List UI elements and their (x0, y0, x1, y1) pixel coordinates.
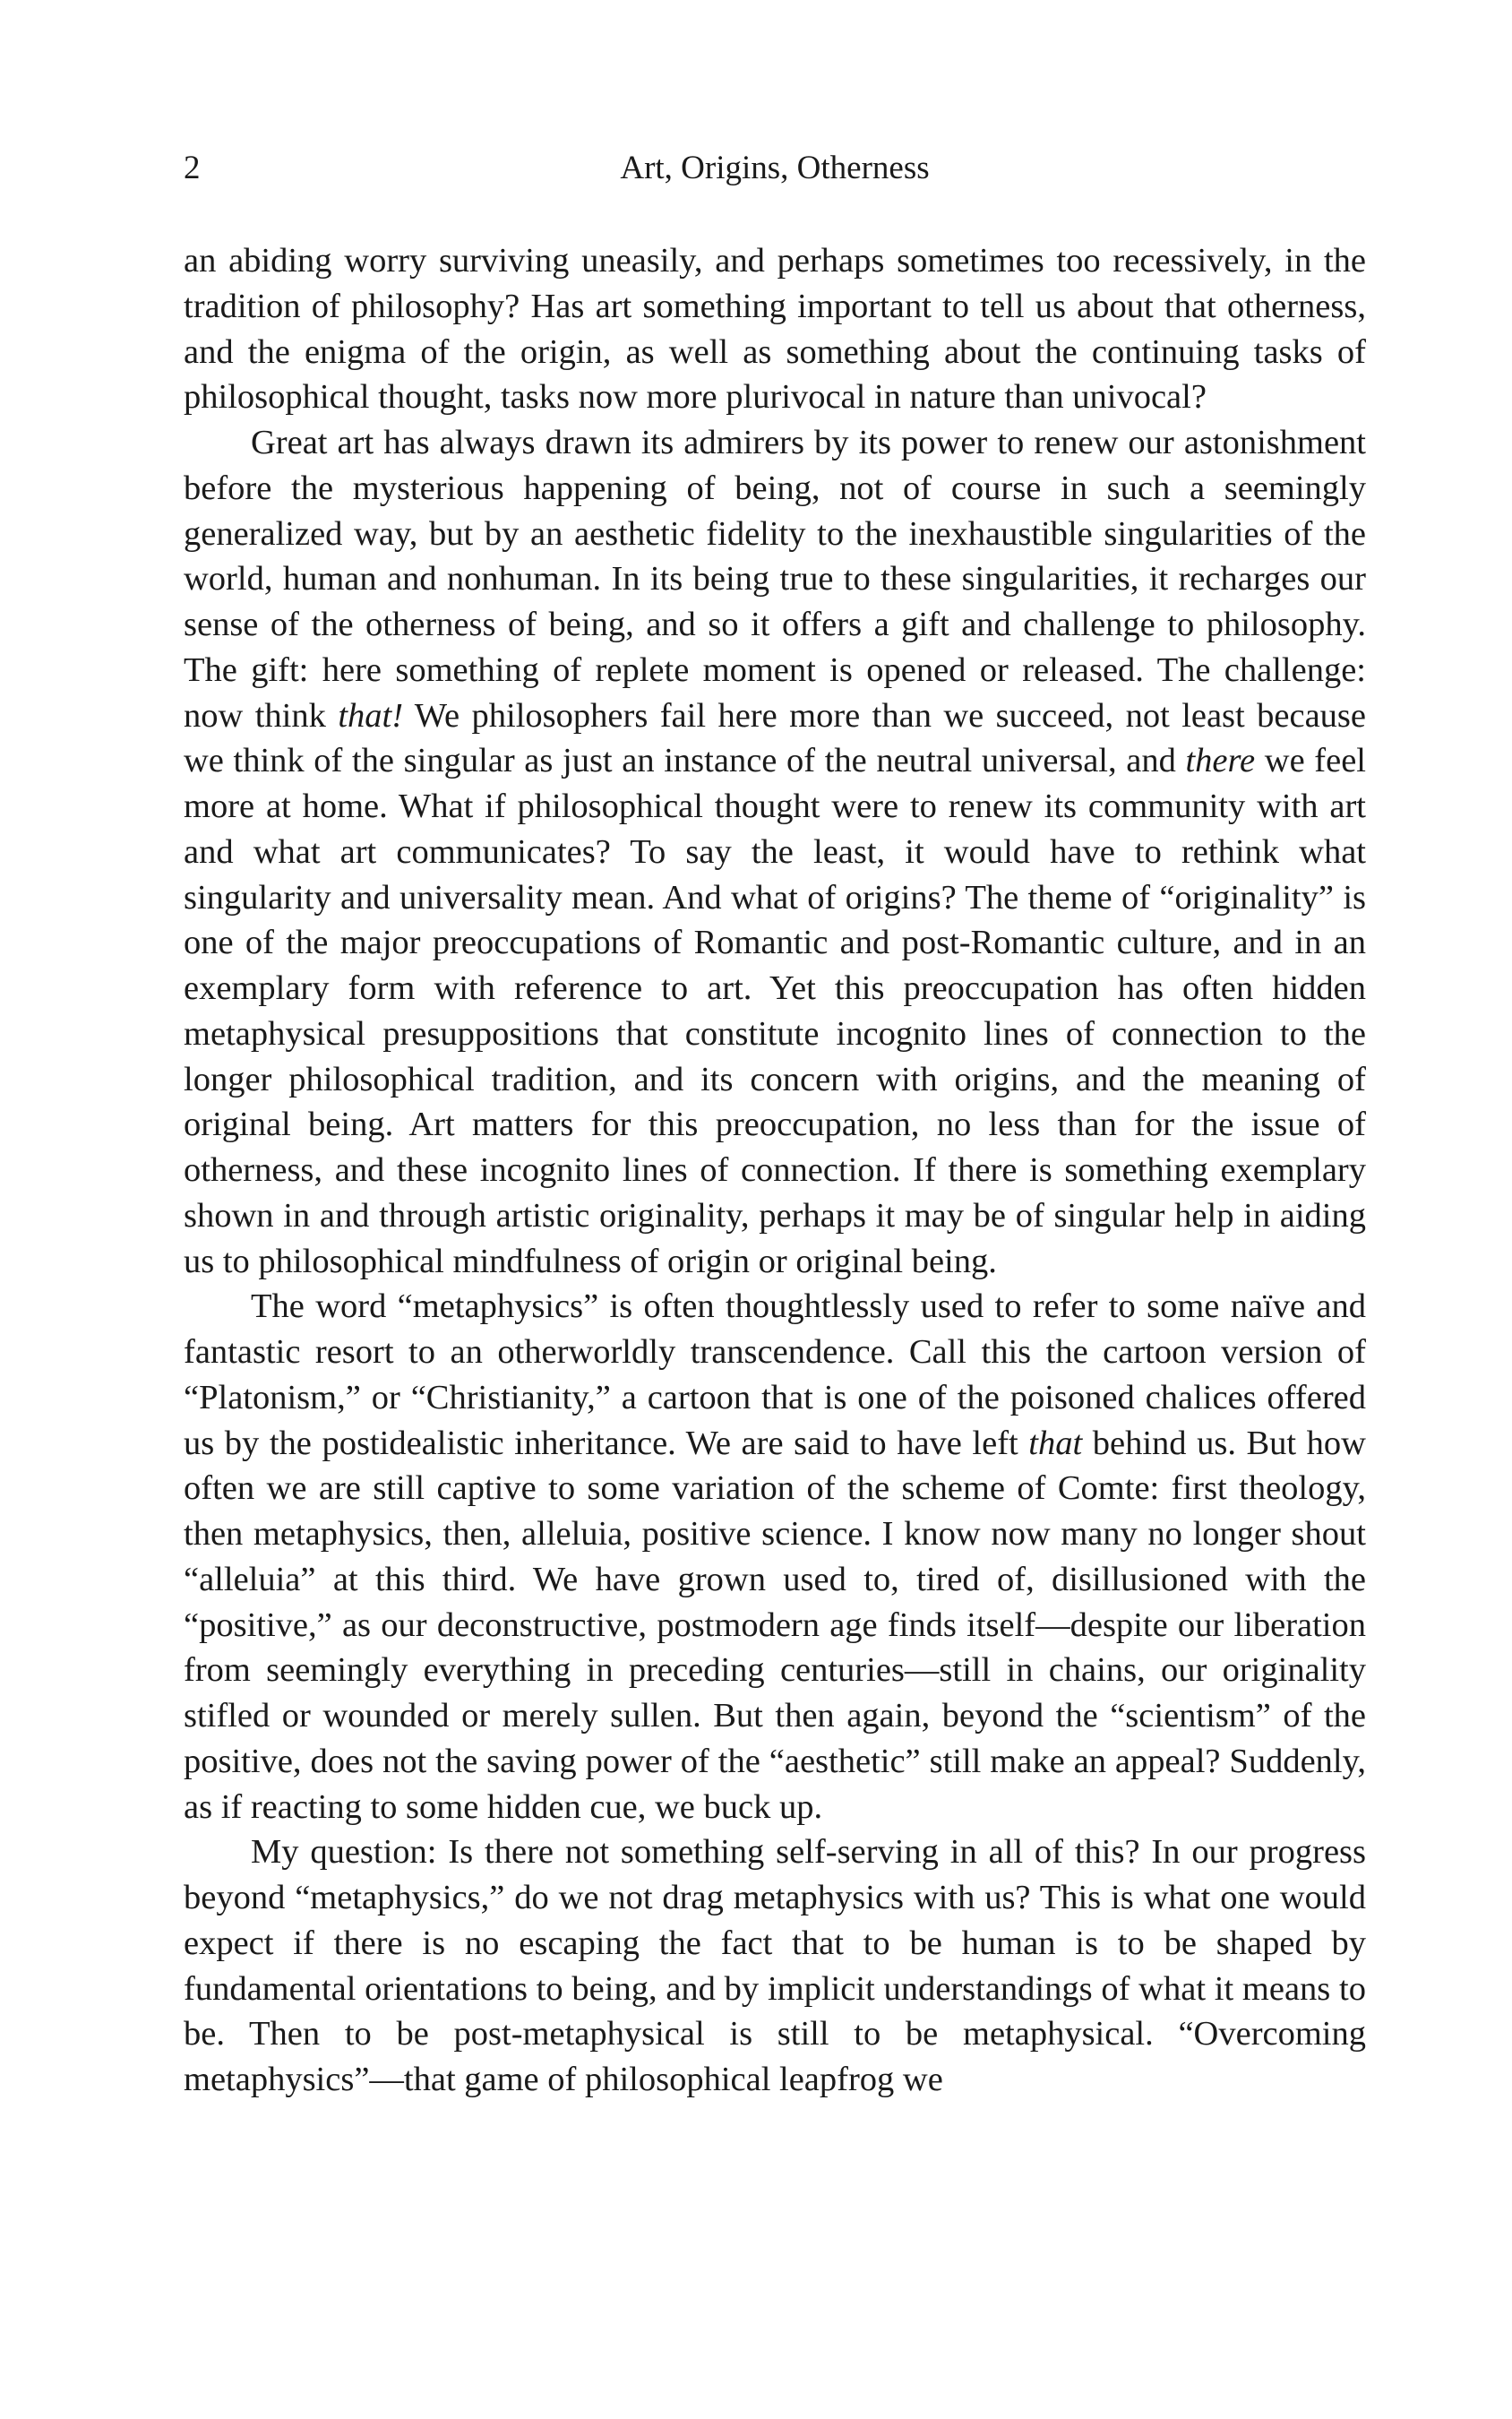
paragraph (184, 238, 1366, 420)
italic-text: there (1185, 742, 1256, 780)
page-number: 2 (184, 150, 201, 186)
paragraph (184, 1284, 1366, 1829)
text-run: behind us. But how often we are still captive to some variation of the scheme of Comte: first theology, then metaphysics, then, alleluia, positive science. I know now many no longer shout “alleluia” at this third. We have grown used to, tired of, disillusioned with the “positive,” as our deconstructive, postmodern age finds itself—despite our liberation from seemingly everything in preceding centuries—still in chains, our originality stifled or wounded or merely sullen. But then again, beyond the “scientism” of the positive, does not the saving power of the “aesthetic” still make an appeal? Suddenly, as if reacting to some hidden cue, we buck up. (184, 1424, 1366, 1826)
text-run: We philosophers fail here more than we succeed, not least because we think of the singular as just an instance of the neutral universal, and (184, 696, 1367, 780)
body-text (184, 238, 1366, 2103)
text-run: Great art has always drawn its admirers by its power to renew our astonishment before the mysterious happening of being, not of course in such a seemingly generalized way, but by an aesthetic fidelity to the inexhaustible singularities of the world, human and nonhuman. In its being true to these singularities, it recharges our sense of the otherness of being, and so it offers a gift and challenge to philosophy. The gift: here something of replete moment is opened or released. The challenge: now think (184, 424, 1366, 735)
running-head (184, 143, 1366, 194)
paragraph (184, 1829, 1366, 2103)
paragraph (184, 420, 1366, 1284)
text-run: The word “metaphysics” is often thoughtlessly used to refer to some naïve and fantastic resort to an otherworldly transcendence. Call this the cartoon version of “Platonism,” or “Christianity,” a cartoon that is one of the poisoned chalices offered us by the postidealistic inheritance. We are said to have left (184, 1287, 1366, 1462)
running-title: Art, Origins, Otherness (620, 150, 930, 186)
italic-text: that! (338, 696, 404, 735)
text-run: an abiding worry surviving uneasily, and perhaps sometimes too recessively, in the tradition of philosophy? Has art something important to tell us about that otherness, and the enigma of the origin, as well as something about the continuing tasks of philosophical thought, tasks now more plurivocal in nature than univocal? (184, 242, 1366, 417)
italic-text: that (1028, 1424, 1083, 1462)
text-run: we feel more at home. What if philosophical thought were to renew its community with art and what art communicates? To say the least, it would have to rethink what singularity and universality mean. And what of origins? The theme of “originality” is one of the major preoccupations of Romantic and post-Romantic culture, and in an exemplary form with reference to art. Yet this preoccupation has often hidden metaphysical presuppositions that constitute incognito lines of connection to the longer philosophical tradition, and its concern with origins, and the meaning of original being. Art matters for this preoccupation, no less than for the issue of otherness, and these incognito lines of connection. If there is something exemplary shown in and through artistic originality, perhaps it may be of singular help in aiding us to philosophical mindfulness of origin or original being. (184, 742, 1366, 1280)
text-run: My question: Is there not something self-serving in all of this? In our progress beyond “metaphysics,” do we not drag metaphysics with us? This is what one would expect if there is no escaping the fact that to be human is to be shaped by fundamental orientations to being, and by implicit understandings of what it means to be. Then to be post-metaphysical is still to be metaphysical. “Overcoming metaphysics”—that game of philosophical leapfrog we (184, 1833, 1366, 2098)
